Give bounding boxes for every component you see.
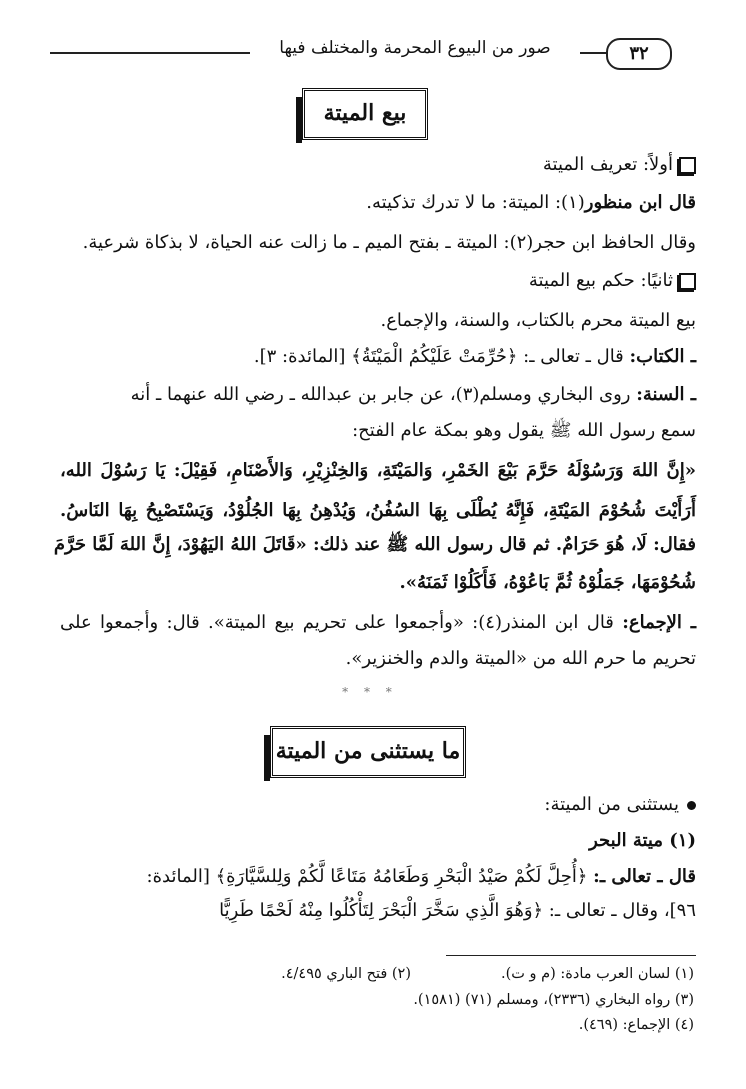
footnote-rule bbox=[446, 955, 696, 956]
section2-line-4 bbox=[60, 896, 696, 926]
section2-line-2 bbox=[60, 826, 696, 856]
running-header bbox=[50, 34, 698, 64]
bold-text: قال ـ تعالى ـ: bbox=[593, 866, 696, 887]
header-rule-left bbox=[50, 52, 250, 54]
footnote-2: (٢) فتح الباري ٤/٤٩٥. bbox=[281, 966, 412, 982]
text: قال ابن المنذر(٤): «وأجمعوا على تحريم بيع الميتة». قال: وأجمعوا على bbox=[60, 612, 623, 633]
bold-text: أَرَأَيْتَ شُحُوْمَ المَيْتَةِ، فَإِنَّهُ يُطْلَى بِهَا السُفُنُ، وَيُدْهِنُ بِهَا الجُلُوْدُ، وَيَسْتَصْبِحُ بِهَا النَاسُ. bbox=[60, 500, 696, 521]
checkbox-bullet-icon bbox=[679, 273, 696, 290]
bold-text: شُحُوْمَهَا، جَمَلُوْهُ ثُمَّ بَاعُوْهُ، فَأَكَلُوْا ثَمَنَهُ». bbox=[399, 572, 696, 593]
footnote-4: (٤) الإجماع: (٤٦٩). bbox=[578, 1017, 694, 1033]
bold-text: ـ الكتاب: bbox=[629, 346, 696, 367]
section1-line-1 bbox=[60, 150, 696, 180]
section1-line-2 bbox=[60, 188, 696, 218]
bullet-icon bbox=[687, 801, 696, 810]
section1-line-10 bbox=[60, 496, 696, 526]
checkbox-bullet-icon bbox=[679, 157, 696, 174]
section1-line-11 bbox=[53, 530, 696, 560]
text: (١): الميتة: ما لا تدرك تذكيته. bbox=[366, 192, 585, 213]
section2-line-3 bbox=[60, 862, 696, 892]
running-header-title: صور من البيوع المحرمة والمختلف فيها bbox=[279, 38, 551, 58]
section-title-box: بيع الميتة bbox=[302, 88, 428, 140]
bold-text: فقال: لَا، هُوَ حَرَامٌ. ثم قال رسول الله ﷺ عند ذلك: «قَاتَلَ اللهُ اليَهُوْدَ، إِنَّ اللهَ لَمَّا حَرَّمَ bbox=[53, 534, 696, 555]
section1-line-6 bbox=[60, 342, 696, 372]
text: يستثنى من الميتة: bbox=[544, 794, 679, 815]
text: قال ـ تعالى ـ: ﴿حُرِّمَتْ عَلَيْكُمُ الْمَيْتَةُ﴾ [المائدة: ٣]. bbox=[253, 346, 630, 367]
text: أولاً: تعريف الميتة bbox=[542, 154, 673, 175]
section1-line-9 bbox=[60, 456, 696, 486]
section1-line-14 bbox=[60, 644, 696, 674]
section1-line-3 bbox=[60, 228, 696, 258]
text: سمع رسول الله ﷺ يقول وهو بمكة عام الفتح: bbox=[352, 420, 696, 441]
footnote-3: (٣) رواه البخاري (٢٣٣٦)، ومسلم (٧١) (١٥٨١). bbox=[413, 992, 694, 1008]
section1-line-5 bbox=[60, 306, 696, 336]
bold-text: ـ الإجماع: bbox=[622, 612, 696, 633]
text: ثانيًا: حكم بيع الميتة bbox=[528, 270, 673, 291]
bold-text: قال ابن منظور bbox=[584, 192, 696, 213]
separator-stars: * * * bbox=[342, 685, 398, 699]
text: وقال الحافظ ابن حجر(٢): الميتة ـ بفتح الميم ـ ما زالت عنه الحياة، لا بذكاة شرعية. bbox=[82, 232, 696, 253]
text: ﴿أُحِلَّ لَكُمْ صَيْدُ الْبَحْرِ وَطَعَامُهُ مَتَاعًا لَّكُمْ وَلِلسَّيَّارَةِ﴾ [المائدة: bbox=[146, 866, 594, 887]
text: بيع الميتة محرم بالكتاب، والسنة، والإجماع. bbox=[380, 310, 696, 331]
footnote-1: (١) لسان العرب مادة: (م و ت). bbox=[501, 966, 694, 982]
section-title-box-2: ما يستثنى من الميتة bbox=[270, 726, 466, 778]
text: تحريم ما حرم الله من «الميتة والدم والخنزير». bbox=[345, 648, 696, 669]
section2-line-1 bbox=[60, 790, 696, 820]
footnote-row-1 bbox=[60, 962, 694, 986]
bold-text: «إِنَّ اللهَ وَرَسُوْلَهُ حَرَّمَ بَيْعَ الخَمْرِ، وَالمَيْتَةِ، وَالخِنْزِيْرِ، وَالأَصْنَامِ، فَقِيْلَ: يَا رَسُوْلَ الله، bbox=[60, 460, 696, 481]
section1-line-12 bbox=[60, 568, 696, 598]
bold-text: ـ السنة: bbox=[636, 384, 696, 405]
section1-line-7 bbox=[60, 380, 696, 410]
text: ٩٦]، وقال ـ تعالى ـ: ﴿وَهُوَ الَّذِي سَخَّرَ الْبَحْرَ لِتَأْكُلُوا مِنْهُ لَحْمًا طَرِيًّا bbox=[219, 900, 696, 921]
section1-line-4 bbox=[60, 266, 696, 296]
bold-text: (١) ميتة البحر bbox=[589, 830, 696, 851]
section1-line-13 bbox=[60, 608, 696, 638]
section1-line-8 bbox=[60, 416, 696, 446]
page-number: ٣٢ bbox=[606, 38, 672, 70]
text: روى البخاري ومسلم(٣)، عن جابر بن عبدالله ـ رضي الله عنهما ـ أنه bbox=[130, 384, 637, 405]
